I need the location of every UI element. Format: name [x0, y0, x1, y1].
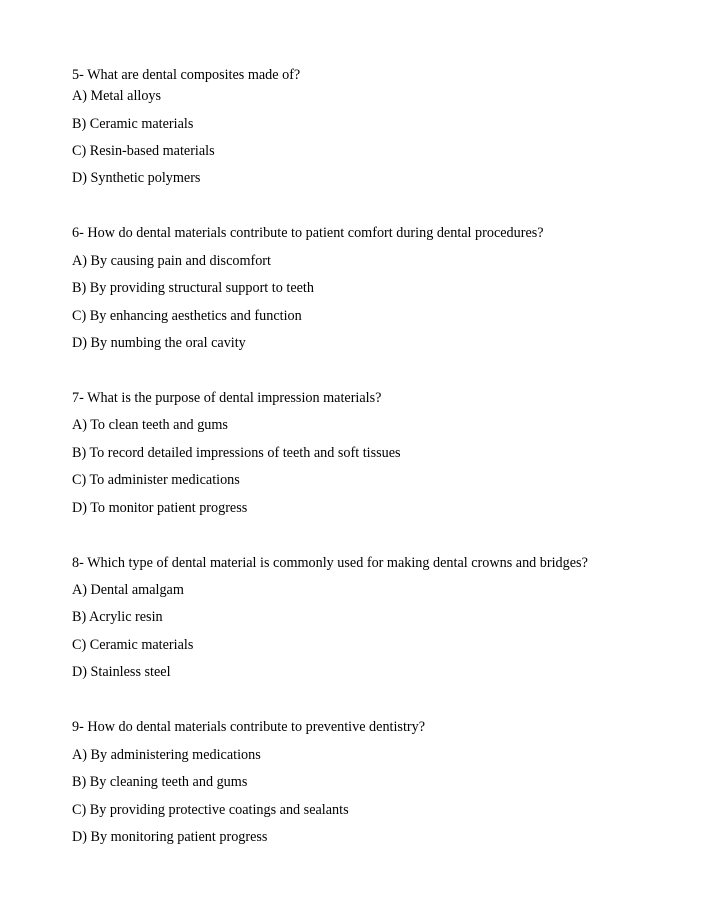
question-7: 7- What is the purpose of dental impression materials? [72, 390, 382, 406]
question-5-option-d: D) Synthetic polymers [72, 170, 201, 186]
question-9-option-a: A) By administering medications [72, 747, 261, 763]
question-7-option-c: C) To administer medications [72, 472, 240, 488]
question-6-option-a: A) By causing pain and discomfort [72, 253, 271, 269]
question-5-option-b: B) Ceramic materials [72, 116, 194, 132]
question-6-option-c: C) By enhancing aesthetics and function [72, 308, 302, 324]
question-7-option-b: B) To record detailed impressions of teeth and soft tissues [72, 445, 401, 461]
question-9-option-d: D) By monitoring patient progress [72, 829, 268, 845]
question-8: 8- Which type of dental material is commonly used for making dental crowns and bridges? [72, 555, 588, 571]
question-6-option-d: D) By numbing the oral cavity [72, 335, 246, 351]
question-8-option-a: A) Dental amalgam [72, 582, 184, 598]
question-9: 9- How do dental materials contribute to preventive dentistry? [72, 719, 426, 735]
question-7-option-d: D) To monitor patient progress [72, 500, 248, 516]
question-6-option-b: B) By providing structural support to teeth [72, 280, 314, 296]
question-5: 5- What are dental composites made of? [72, 67, 301, 83]
question-9-option-c: C) By providing protective coatings and sealants [72, 802, 349, 818]
question-5-option-a: A) Metal alloys [72, 88, 162, 104]
question-8-option-b: B) Acrylic resin [72, 609, 163, 625]
question-9-option-b: B) By cleaning teeth and gums [72, 774, 248, 790]
question-5-option-c: C) Resin-based materials [72, 143, 215, 159]
question-8-option-d: D) Stainless steel [72, 664, 171, 680]
question-7-option-a: A) To clean teeth and gums [72, 417, 228, 433]
question-6: 6- How do dental materials contribute to patient comfort during dental procedures? [72, 225, 544, 241]
question-8-option-c: C) Ceramic materials [72, 637, 194, 653]
